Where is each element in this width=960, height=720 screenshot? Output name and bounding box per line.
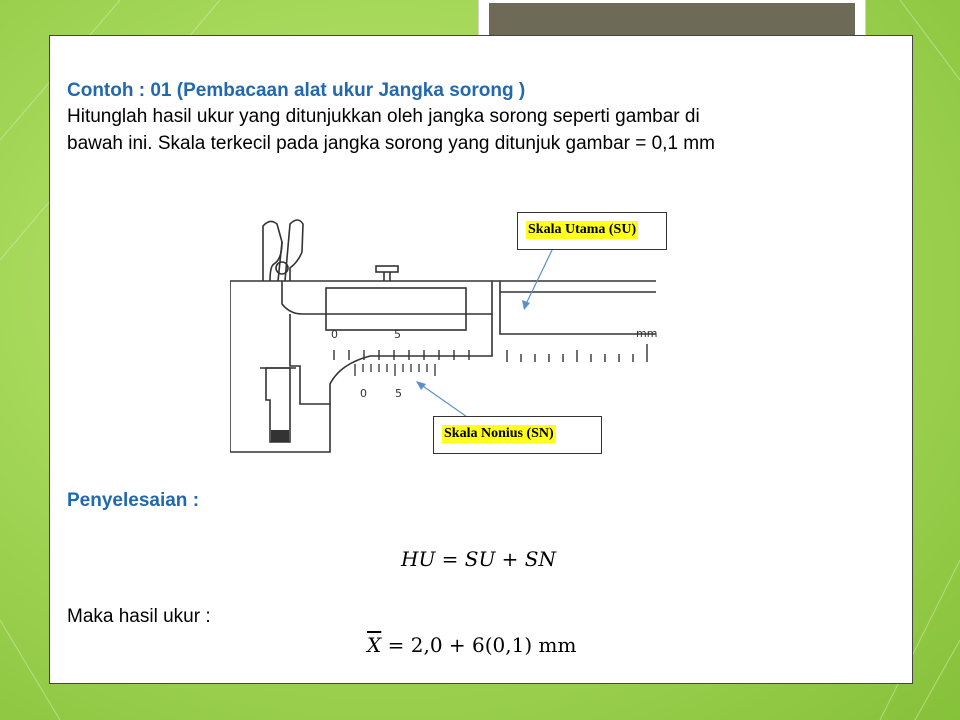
vernier-five-label: 5 (395, 387, 402, 400)
solution-heading: Penyelesaian : (67, 490, 200, 511)
slide-content (49, 35, 913, 684)
main-scale-zero-label: 0 (331, 328, 338, 341)
main-scale-tag (517, 212, 667, 250)
example-title: Contoh : 01 (Pembacaan alat ukur Jangka sorong ) (67, 80, 526, 101)
vernier-zero-label: 0 (360, 387, 367, 400)
question-line-1: Hitunglah hasil ukur yang ditunjukkan oleh jangka sorong seperti gambar di (67, 106, 700, 127)
vernier-tag-text: Skala Nonius (SN) (444, 426, 554, 441)
result-label: Maka hasil ukur : (67, 606, 211, 627)
formula: HU = SU + SN (401, 547, 556, 571)
main-scale-five-label: 5 (394, 328, 401, 341)
result-equation (367, 633, 576, 657)
vernier-tag (433, 416, 602, 454)
main-scale-tag-text: Skala Utama (SU) (528, 222, 637, 237)
mean-x-symbol: $\overline{X}$ (367, 633, 382, 657)
equals-sign: = (381, 633, 411, 657)
question-line-2: bawah ini. Skala terkecil pada jangka sorong yang ditunjuk gambar = 0,1 mm (67, 133, 715, 154)
main-scale-unit-label: mm (636, 327, 658, 340)
result-value: 2,0 + 6(0,1) mm (410, 633, 577, 657)
